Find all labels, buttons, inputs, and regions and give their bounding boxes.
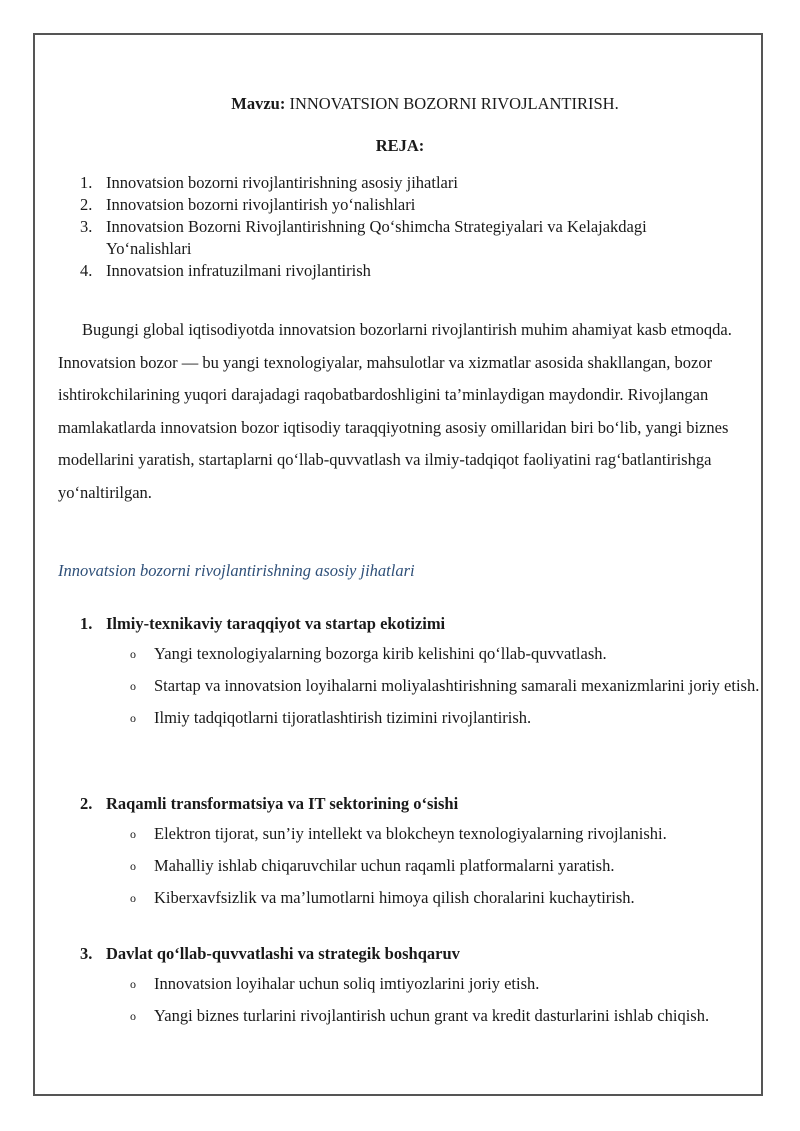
bullet-mark: o — [130, 977, 136, 991]
bullet-text: Yangi texnologiyalarning bozorga kirib kelishini qo‘llab-quvvatlash. — [154, 644, 607, 663]
plan-item-number: 1. — [80, 173, 93, 192]
intro-paragraph-text: Bugungi global iqtisodiyotda innovatsion bozorlarni rivojlantirish muhim ahamiyat kasb etmoqda. Innovatsion bozor — bu yangi texnologiyalar, mahsulotlar va xizmatlar asosida shakllangan, bozor ishtirokchilarining yuqori darajadagi raqobatbardoshligini ta’minlaydigan maydondir. Rivojlangan mamlakatlarda innovatsion bozor iqtisodiy taraqqiyotning asosiy omillaridan biri bo‘lib, yangi biznes modellarini yaratish, startaplarni qo‘llab-quvvatlash va ilmiy-tadqiqot faoliyatini rag‘batlantirishga yo‘naltirilgan. — [58, 320, 732, 502]
document-title — [0, 94, 800, 114]
plan-item-text: Innovatsion Bozorni Rivojlantirishning Qo‘shimcha Strategiyalari va Kelajakdagi Yo‘nalishlari — [106, 217, 647, 258]
section-title — [80, 940, 760, 968]
plan-heading: REJA: — [375, 136, 425, 155]
plan-item-number: 3. — [80, 217, 93, 236]
bullet-text: Innovatsion loyihalar uchun soliq imtiyozlarini joriy etish. — [154, 974, 540, 993]
bullet-mark: o — [130, 827, 136, 841]
bullet-item — [130, 968, 760, 1000]
bullet-mark: o — [130, 891, 136, 905]
bullet-item — [130, 670, 760, 702]
bullet-item — [130, 702, 760, 734]
bullet-mark: o — [130, 647, 136, 661]
plan-item — [80, 260, 730, 282]
section-3 — [80, 940, 760, 1032]
section-title-text: Raqamli transformatsiya va IT sektorining o‘sishi — [106, 794, 459, 813]
plan-item-number: 2. — [80, 195, 93, 214]
bullet-mark: o — [130, 859, 136, 873]
plan-item-text: Innovatsion infratuzilmani rivojlantirish — [106, 261, 371, 280]
plan-item-number: 4. — [80, 261, 93, 280]
bullet-item — [130, 882, 760, 914]
plan-item — [80, 216, 730, 260]
bullet-mark: o — [130, 711, 136, 725]
bullet-item — [130, 1000, 760, 1032]
intro-paragraph — [58, 314, 748, 509]
plan-list — [80, 172, 730, 282]
bullet-item — [130, 850, 760, 882]
section-title — [80, 790, 760, 818]
bullet-text: Kiberxavfsizlik va ma’lumotlarni himoya qilish choralarini kuchaytirish. — [154, 888, 635, 907]
title-text: INNOVATSION BOZORNI RIVOJLANTIRISH. — [289, 94, 619, 113]
section-number: 2. — [80, 794, 93, 813]
plan-item — [80, 194, 730, 216]
section-number: 1. — [80, 614, 93, 633]
bullet-item — [130, 638, 760, 670]
bullet-mark: o — [130, 679, 136, 693]
section-title — [80, 610, 760, 638]
plan-item-text: Innovatsion bozorni rivojlantirish yo‘nalishlari — [106, 195, 416, 214]
section-number: 3. — [80, 944, 93, 963]
section-2 — [80, 790, 760, 914]
section-1 — [80, 610, 760, 734]
section-heading: Innovatsion bozorni rivojlantirishning asosiy jihatlari — [58, 561, 415, 580]
bullet-item — [130, 818, 760, 850]
plan-item — [80, 172, 730, 194]
section-title-text: Davlat qo‘llab-quvvatlashi va strategik boshqaruv — [106, 944, 460, 963]
bullet-text: Yangi biznes turlarini rivojlantirish uchun grant va kredit dasturlarini ishlab chiqish. — [154, 1006, 710, 1025]
bullet-text: Ilmiy tadqiqotlarni tijoratlashtirish tizimini rivojlantirish. — [154, 708, 532, 727]
bullet-mark: o — [130, 1009, 136, 1023]
title-prefix: Mavzu: — [231, 94, 286, 113]
bullet-text: Elektron tijorat, sun’iy intellekt va blokcheyn texnologiyalarning rivojlanishi. — [154, 824, 667, 843]
plan-item-text: Innovatsion bozorni rivojlantirishning asosiy jihatlari — [106, 173, 458, 192]
bullet-text: Mahalliy ishlab chiqaruvchilar uchun raqamli platformalarni yaratish. — [154, 856, 615, 875]
section-title-text: Ilmiy-texnikaviy taraqqiyot va startap ekotizimi — [106, 614, 446, 633]
bullet-text: Startap va innovatsion loyihalarni moliyalashtirishning samarali mexanizmlarini joriy etish. — [154, 676, 760, 695]
